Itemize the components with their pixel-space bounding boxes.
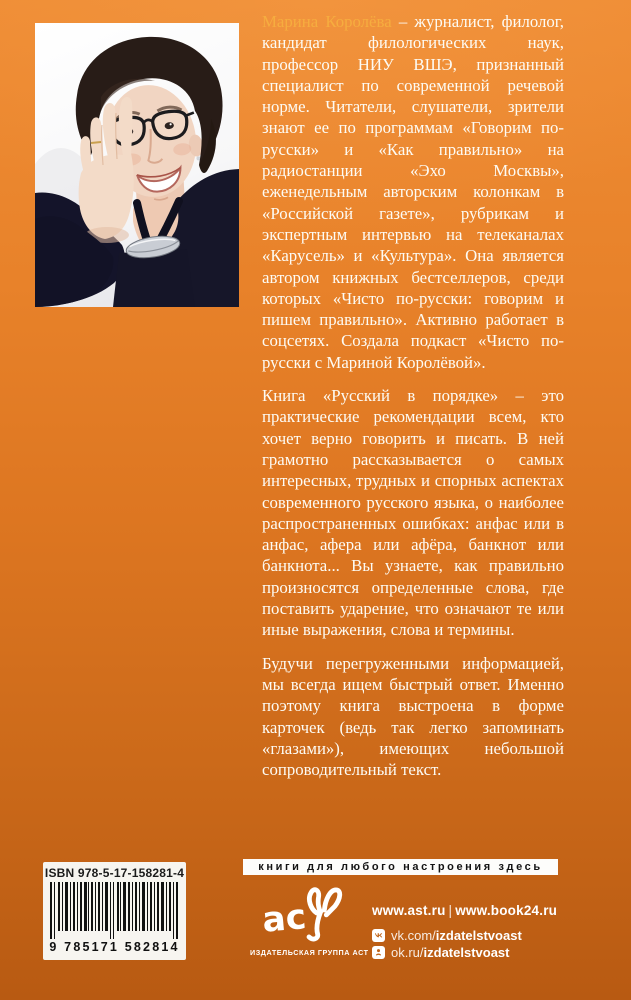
book-description-paragraph: Книга «Русский в порядке» – это практические рекомендации всем, кто хочет верно говорить и писать. В ней грамотно рассказывается о самых интересных, трудных и спорных аспектах современного русского языка, о наиболее распространенных ошибках: анфас или в анфас, афера или афёра, банкнот или банкнота... Вы узнаете, как правильно произносятся определенные слова, где поставить ударение, что означают те или иные выражения, слова и термины.: [262, 386, 564, 640]
website-book24: www.book24.ru: [455, 903, 558, 918]
ast-logo-figure: [309, 890, 340, 939]
ast-logo-icon: [261, 882, 357, 942]
vk-line: [372, 928, 557, 943]
ok-handle: izdatelstvoast: [423, 945, 510, 960]
ok-icon: [372, 946, 385, 959]
vk-icon: [372, 929, 385, 942]
isbn-barcode: [43, 862, 186, 960]
ast-logo-letters: ас: [261, 897, 308, 941]
barcode-digits: 9 785171 582814: [49, 940, 180, 954]
publisher-block: [250, 882, 368, 957]
author-bio-text: – журналист, филолог, кандидат филологических наук, профессор НИУ ВШЭ, признанный специалист по современной речевой норме. Читатели, слушатели, зрители знают ее по программам «Говорим по-русски» и «Как правильно» на радиостанции «Эхо Москвы», еженедельным авторским колонкам в «Российской газете», рубрикам и экспертным интервью на телеканалах «Карусель» и «Культура». Она является автором книжных бестселлеров, среди которых «Чисто по-русски: говорим и пишем правильно». Активно работает в соцсетях. Создала подкаст «Чисто по-русски с Мариной Королёвой».: [262, 12, 564, 372]
isbn-label: ISBN 978-5-17-158281-4: [44, 866, 185, 880]
websites-line: [372, 903, 557, 918]
website-ast: www.ast.ru: [372, 903, 446, 918]
book-format-paragraph: Будучи перегруженными информацией, мы всегда ищем быстрый ответ. Именно поэтому книга выстроена в форме карточек (ведь так легко запоминать «глазами»), имеющих небольшой сопроводительный текст.: [262, 653, 564, 780]
ok-url-prefix: ok.ru/: [391, 945, 424, 960]
publisher-caption: ИЗДАТЕЛЬСКАЯ ГРУППА АСТ: [250, 948, 369, 957]
vk-url-prefix: vk.com/: [391, 928, 436, 943]
author-photo: [35, 23, 239, 307]
barcode-bars-icon: [50, 882, 179, 939]
author-bio-paragraph: [262, 11, 564, 373]
annotation: [262, 11, 564, 792]
author-portrait-illustration: [35, 23, 239, 307]
slogan-banner: книги для любого настроения здесь: [243, 859, 558, 875]
author-name: Марина Королёва: [262, 12, 392, 31]
links-block: [372, 903, 557, 960]
website-separator: |: [448, 903, 453, 918]
vk-handle: izdatelstvoast: [435, 928, 522, 943]
ok-line: [372, 945, 557, 960]
